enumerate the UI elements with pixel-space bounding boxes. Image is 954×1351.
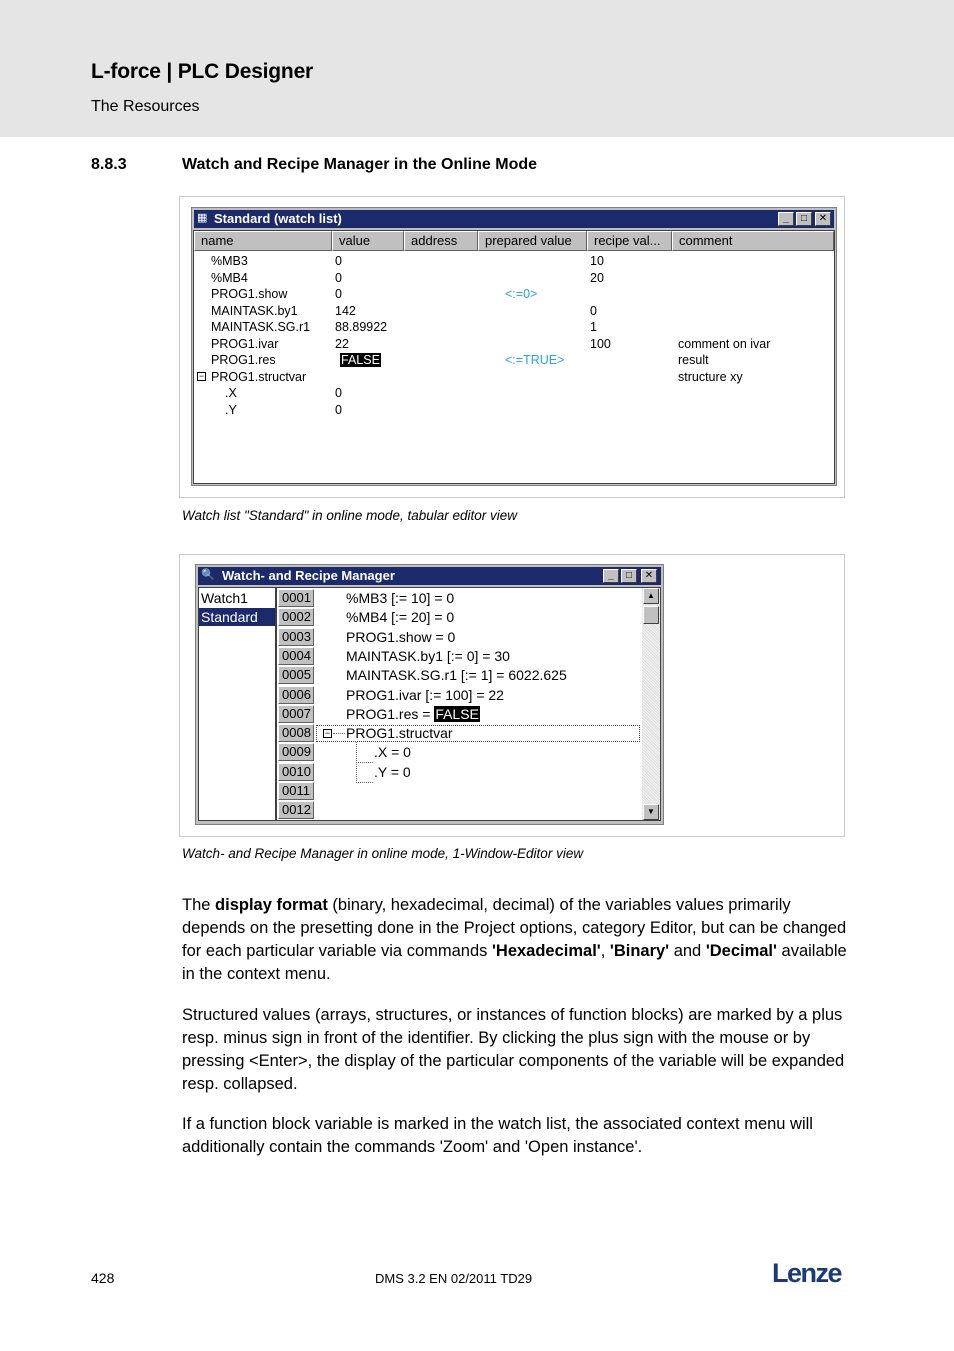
line-number: 0011 bbox=[278, 782, 314, 800]
line-number: 0002 bbox=[278, 608, 314, 626]
row-name[interactable]: %MB3 bbox=[211, 254, 248, 268]
page-number: 428 bbox=[91, 1270, 115, 1286]
figure-watch-manager bbox=[179, 554, 845, 837]
text: , bbox=[600, 942, 610, 960]
paragraph-function-block: If a function block variable is marked in the watch list, the associated context menu will additionally contain the commands 'Zoom' and 'Open instance'. bbox=[182, 1115, 813, 1156]
watch-editor-pane bbox=[276, 587, 661, 821]
document-id: DMS 3.2 EN 02/2011 TD29 bbox=[375, 1271, 533, 1286]
watch-line[interactable]: PROG1.structvar bbox=[346, 725, 453, 742]
row-name[interactable]: MAINTASK.SG.r1 bbox=[211, 320, 311, 334]
column-header-recipe-value[interactable]: recipe val... bbox=[587, 231, 672, 251]
watch-list-titlebar[interactable] bbox=[194, 210, 834, 228]
page-header bbox=[0, 0, 954, 137]
lenze-logo: Lenze bbox=[772, 1258, 842, 1288]
paragraph-display-format bbox=[182, 894, 852, 986]
emphasis: display format bbox=[215, 896, 328, 914]
magnifier-icon: 🔍 bbox=[201, 569, 215, 581]
maximize-button[interactable]: □ bbox=[796, 212, 812, 226]
row-value: 0 bbox=[335, 386, 342, 400]
watch-line[interactable]: .X = 0 bbox=[374, 744, 411, 761]
row-value: 142 bbox=[335, 303, 356, 318]
collapse-icon[interactable]: − bbox=[198, 371, 205, 381]
row-name[interactable]: .Y bbox=[225, 402, 237, 417]
watch-manager-title: Watch- and Recipe Manager bbox=[222, 568, 395, 583]
line-number: 0007 bbox=[278, 705, 314, 723]
paragraph-structured-values: Structured values (arrays, structures, or instances of function blocks) are marked by a plus resp. minus sign in front of the identifier. By clicking the plus sign with the mouse or by pressing <Enter>, the display of the particular components of the variable will be expanded resp. collapsed. bbox=[182, 1006, 845, 1093]
row-name[interactable]: PROG1.show bbox=[211, 287, 288, 301]
watch-line[interactable]: PROG1.show = 0 bbox=[346, 628, 456, 645]
window-icon: ▦ bbox=[197, 212, 208, 224]
list-item-watch1[interactable]: Watch1 bbox=[201, 590, 248, 606]
figure-caption: Watch- and Recipe Manager in online mode, 1-Window-Editor view bbox=[182, 846, 584, 861]
line-number: 0005 bbox=[278, 666, 314, 684]
row-comment: result bbox=[678, 353, 709, 367]
watch-line[interactable]: %MB3 [:= 10] = 0 bbox=[346, 590, 455, 606]
line-number: 0008 bbox=[278, 724, 314, 742]
column-header-address[interactable]: address bbox=[404, 231, 478, 251]
row-value: 0 bbox=[335, 270, 342, 285]
row-comment: comment on ivar bbox=[678, 336, 771, 351]
row-value: 0 bbox=[335, 287, 342, 301]
line-number: 0012 bbox=[278, 801, 314, 819]
watch-table bbox=[193, 230, 835, 484]
row-name[interactable]: %MB4 bbox=[211, 270, 248, 285]
text: The bbox=[182, 896, 216, 914]
scroll-thumb[interactable] bbox=[643, 606, 659, 624]
row-prepared-value: <:=0> bbox=[505, 287, 538, 301]
row-value: 0 bbox=[335, 402, 342, 417]
row-recipe: 0 bbox=[590, 303, 597, 318]
vertical-scrollbar[interactable] bbox=[642, 588, 660, 820]
tree-connector bbox=[356, 782, 373, 783]
watch-manager-titlebar[interactable] bbox=[198, 567, 661, 585]
watch-line-res[interactable] bbox=[346, 705, 480, 723]
row-value-cell bbox=[340, 352, 381, 368]
list-item-standard[interactable]: Standard bbox=[199, 608, 275, 626]
emphasis: 'Decimal' bbox=[705, 942, 777, 960]
tree-connector bbox=[356, 762, 373, 763]
close-button[interactable]: ✕ bbox=[641, 569, 657, 583]
watch-list-title: Standard (watch list) bbox=[214, 211, 342, 226]
row-recipe: 20 bbox=[590, 270, 604, 285]
row-value: 88.89922 bbox=[335, 320, 388, 334]
tree-connector bbox=[333, 733, 345, 734]
watch-list-pane bbox=[198, 587, 276, 821]
row-value: 0 bbox=[335, 254, 342, 268]
line-number: 0010 bbox=[278, 763, 314, 781]
column-header-comment[interactable]: comment bbox=[672, 231, 834, 251]
scroll-up-button[interactable]: ▲ bbox=[643, 588, 659, 604]
section-title: Watch and Recipe Manager in the Online Mode bbox=[182, 156, 538, 173]
watch-manager-window bbox=[195, 564, 664, 825]
row-recipe: 1 bbox=[590, 320, 597, 334]
row-name[interactable]: PROG1.ivar bbox=[211, 336, 279, 351]
watch-line[interactable]: .Y = 0 bbox=[374, 763, 411, 780]
res-value-highlighted: FALSE bbox=[435, 705, 479, 722]
row-prepared-value: <:=TRUE> bbox=[505, 353, 565, 367]
text: (binary, hexadecimal, decimal) of the variables values primarily depends on the presetting done in the Project options, category Editor, but can be changed for each particular variable via commands bbox=[182, 896, 847, 960]
row-recipe: 100 bbox=[590, 336, 611, 351]
row-name[interactable]: MAINTASK.by1 bbox=[211, 303, 298, 318]
watch-list-window bbox=[191, 207, 837, 486]
row-value-highlighted: FALSE bbox=[341, 353, 380, 367]
figure-caption: Watch list "Standard" in online mode, tabular editor view bbox=[182, 508, 518, 523]
row-name[interactable]: PROG1.structvar bbox=[211, 369, 307, 384]
maximize-button[interactable]: □ bbox=[621, 569, 637, 583]
row-value: 22 bbox=[335, 336, 349, 351]
watch-line-res-label: PROG1.res = bbox=[346, 705, 435, 722]
row-name[interactable]: .X bbox=[225, 386, 237, 400]
line-number: 0003 bbox=[278, 628, 314, 646]
column-header-value[interactable]: value bbox=[332, 231, 404, 251]
document-subtitle: The Resources bbox=[91, 98, 200, 115]
watch-line[interactable]: %MB4 [:= 20] = 0 bbox=[346, 609, 455, 626]
watch-line[interactable]: MAINTASK.by1 [:= 0] = 30 bbox=[346, 647, 510, 664]
document-title: L-force | PLC Designer bbox=[91, 60, 314, 83]
collapse-icon[interactable]: − bbox=[324, 728, 331, 738]
close-button[interactable]: ✕ bbox=[815, 212, 831, 226]
column-header-prepared-value[interactable]: prepared value bbox=[478, 231, 587, 251]
line-number: 0001 bbox=[278, 589, 314, 607]
text: and bbox=[669, 942, 706, 960]
section-number: 8.8.3 bbox=[91, 156, 127, 173]
row-name[interactable]: PROG1.res bbox=[211, 353, 276, 367]
text: available in the context menu. bbox=[182, 942, 847, 983]
line-number: 0009 bbox=[278, 743, 314, 761]
minimize-button[interactable]: _ bbox=[778, 212, 794, 226]
line-number: 0006 bbox=[278, 686, 314, 704]
line-number: 0004 bbox=[278, 647, 314, 665]
emphasis: 'Binary' bbox=[609, 942, 670, 960]
watch-line[interactable]: MAINTASK.SG.r1 [:= 1] = 6022.625 bbox=[346, 667, 567, 684]
figure-watch-list bbox=[179, 196, 845, 498]
minimize-button[interactable]: _ bbox=[603, 569, 619, 583]
row-recipe: 10 bbox=[590, 254, 604, 268]
row-comment: structure xy bbox=[678, 369, 743, 384]
scroll-down-button[interactable]: ▼ bbox=[643, 804, 659, 820]
column-header-name[interactable]: name bbox=[194, 231, 332, 251]
emphasis: 'Hexadecimal' bbox=[491, 942, 601, 960]
watch-line[interactable]: PROG1.ivar [:= 100] = 22 bbox=[346, 686, 504, 703]
